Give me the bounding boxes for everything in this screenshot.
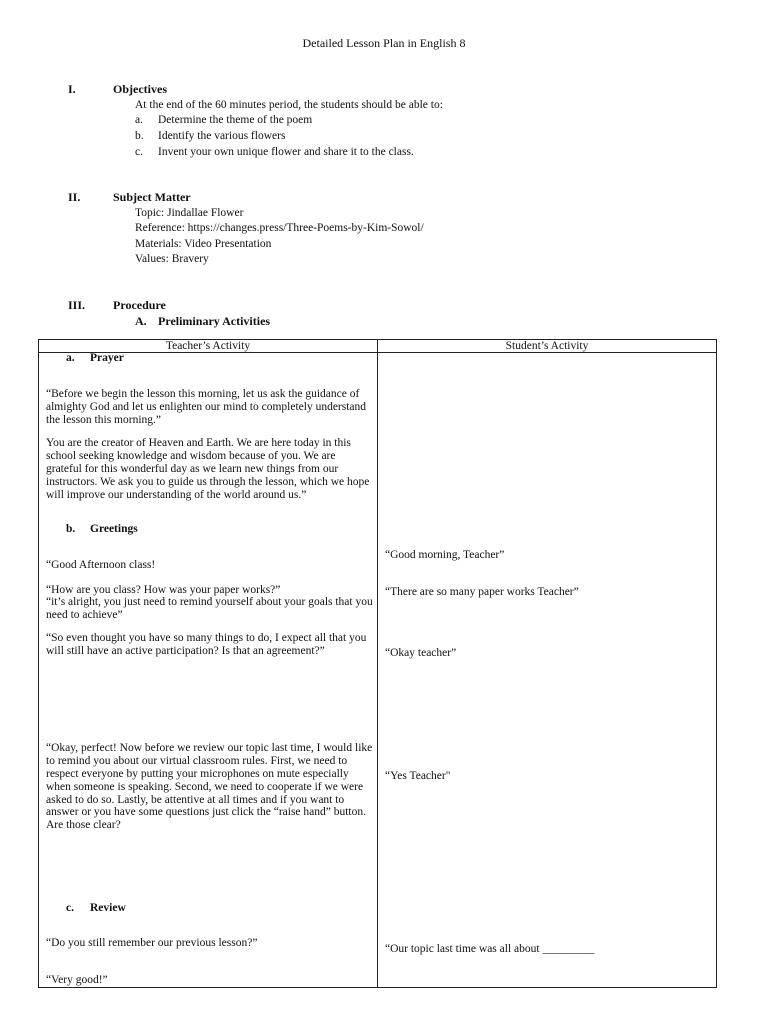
greetings-teacher-2: “How are you class? How was your paper works?” xyxy=(46,584,281,596)
greetings-student-2: “There are so many paper works Teacher” xyxy=(385,586,579,598)
prayer-teacher-text-2: You are the creator of Heaven and Earth. We are here today in this school seeking knowledge and wisdom because of you. We are grateful for this wonderful day as we learn new things from our instructors. We ask you to guide us through the lesson, which we hope will improve our understanding of the world around us.” xyxy=(46,437,370,501)
objective-text: Determine the theme of the poem xyxy=(158,114,313,127)
subject-matter-heading-text: Subject Matter xyxy=(113,190,191,204)
table-column-divider xyxy=(377,340,378,987)
subject-matter-numeral: II. xyxy=(68,190,81,204)
objectives-numeral: I. xyxy=(68,82,76,96)
prayer-heading xyxy=(46,352,374,365)
review-letter: c. xyxy=(66,902,74,914)
procedure-section xyxy=(68,299,728,315)
greetings-teacher-3: “it’s alright, you just need to remind yourself about your goals that you need to achieve” xyxy=(46,596,373,621)
review-teacher-2: “Very good!” xyxy=(46,974,108,986)
prayer-letter: a. xyxy=(66,352,75,364)
greetings-student-3: “Okay teacher” xyxy=(385,647,457,659)
subject-matter-section xyxy=(68,191,728,269)
objective-item xyxy=(135,146,728,162)
procedure-heading xyxy=(68,299,728,315)
objectives-intro: At the end of the 60 minutes period, the students should be able to: xyxy=(135,99,443,111)
objective-text: Identify the various flowers xyxy=(158,129,286,142)
review-teacher-1: “Do you still remember our previous lesson?” xyxy=(46,937,258,949)
activities-table xyxy=(38,339,717,988)
greetings-student-4: “Yes Teacher" xyxy=(385,770,451,782)
subject-values: Values: Bravery xyxy=(135,253,209,266)
objective-letter: a. xyxy=(135,114,143,127)
objective-text: Invent your own unique flower and share it to the class. xyxy=(158,145,414,158)
objectives-section xyxy=(68,83,728,161)
greetings-teacher-1: “Good Afternoon class! xyxy=(46,559,156,571)
greetings-letter: b. xyxy=(66,523,76,535)
objectives-heading xyxy=(68,83,728,99)
teacher-activity-header: Teacher’s Activity xyxy=(165,340,251,352)
objective-item xyxy=(135,130,728,146)
review-heading-text: Review xyxy=(90,902,126,914)
subject-topic: Topic: Jindallae Flower xyxy=(135,207,244,219)
greetings-student-1: “Good morning, Teacher” xyxy=(385,549,505,561)
greetings-heading xyxy=(46,523,374,536)
greetings-heading-text: Greetings xyxy=(90,523,138,535)
objective-item xyxy=(135,114,728,130)
review-heading xyxy=(46,902,374,915)
greetings-teacher-4: “So even thought you have so many things to do, I expect all that you will still have an active participation? Is that an agreement?” xyxy=(46,632,367,657)
procedure-heading-text: Procedure xyxy=(113,298,166,312)
subject-matter-heading xyxy=(68,191,728,207)
document-title: Detailed Lesson Plan in English 8 xyxy=(302,36,466,50)
preliminary-letter: A. xyxy=(135,314,147,328)
procedure-numeral: III. xyxy=(68,298,86,312)
prayer-heading-text: Prayer xyxy=(90,352,124,364)
preliminary-activities-heading xyxy=(135,315,270,328)
greetings-teacher-5: “Okay, perfect! Now before we review our topic last time, I would like to remind you about our virtual classroom rules. First, we need to respect everyone by putting your microphones on mute especially when someone is speaking. Second, we need to cooperate if we were asked to do so. Lastly, be attentive at all times and if you want to answer or you have some questions just click the “raise hand” button. Are those clear? xyxy=(46,742,373,832)
objectives-heading-text: Objectives xyxy=(113,82,167,96)
review-student-1: “Our topic last time was all about _________ xyxy=(385,943,595,955)
preliminary-heading-text: Preliminary Activities xyxy=(158,314,271,328)
prayer-teacher-text-1: “Before we begin the lesson this morning, let us ask the guidance of almighty God and let us enlighten our mind to completely understand the lesson this morning.” xyxy=(46,388,367,426)
subject-materials: Materials: Video Presentation xyxy=(135,237,272,250)
objective-letter: c. xyxy=(135,145,143,158)
objective-letter: b. xyxy=(135,129,144,142)
student-activity-header: Student’s Activity xyxy=(505,340,589,352)
subject-reference: Reference: https://changes.press/Three-Poems-by-Kim-Sowol/ xyxy=(135,222,424,235)
